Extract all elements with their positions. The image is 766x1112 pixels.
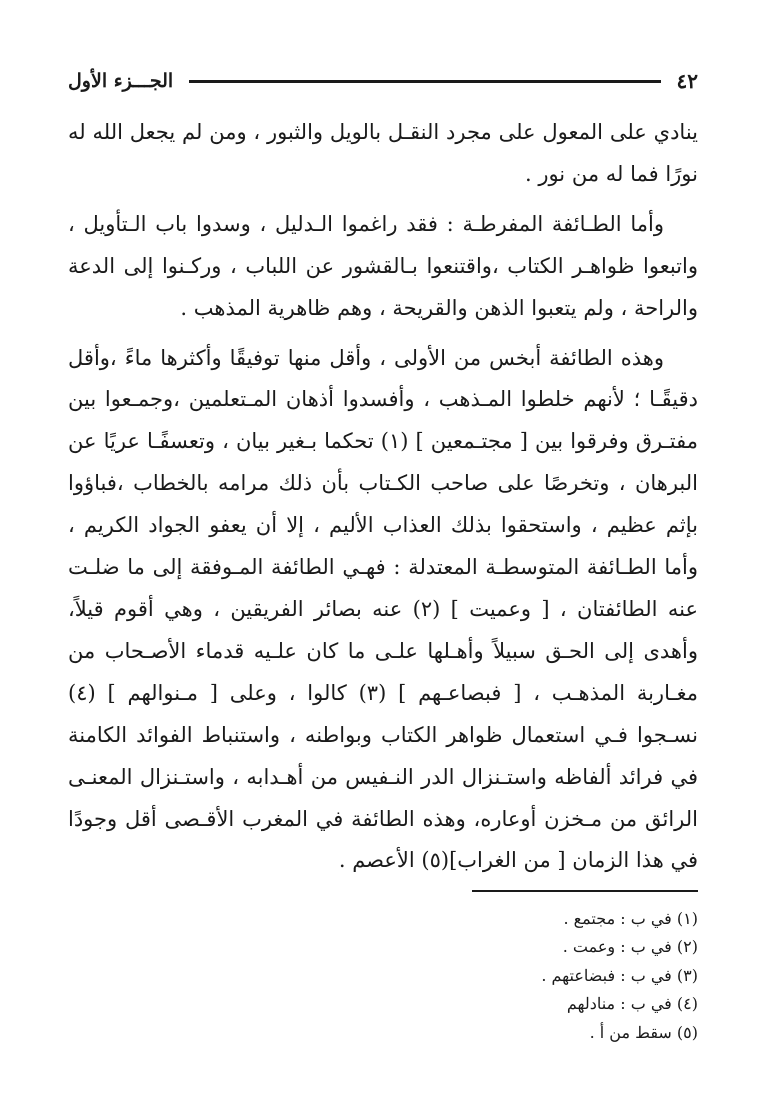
footnote: (٣) في ب : فبضاعتهم . [541, 965, 698, 985]
page-header [68, 64, 698, 98]
paragraph: وهذه الطائفة أبخس من الأولى ، وأقل منها توفيقًا وأكثرها ماءً ،وأقل دقيقًـا ؛ لأنهم خلطوا المـذهب ، وأفسدوا أذهان المـتعلمين ،وجمـعوا بين مفتـرق وفرقوا بين [ مجتـمعين ] (١) تحكما بـغير بيان ، وتعسفًـا عريًا عن البرهان ، وتخرصًا على صاحب الكـتاب بأن ذلك مرامه بالخطاب ،فباؤوا بإثم عظيم ، واستحقوا بذلك العذاب الأليم ، إلا أن يعفو الجواد الكريم ، وأما الطـائفة المتوسطـة المعتدلة : فهـي الطائفة المـوفقة إلى ما ضلـت عنه الطائفتان ، [ وعميت ] (٢) عنه بصائر الفريقين ، وهي أقوم قيلاً، وأهدى إلى الحـق سبيلاً وأهـلها علـى ما كان علـيه قدماء الأصـحاب من مغـاربة المذهـب ، [ فبصاعـهم ] (٣) كالوا ، وعلى [ مـنوالهم ] (٤) نسـجوا فـي استعمال ظواهر الكتاب وبواطنه ، واستنباط الفوائد الكامنة في فرائد ألفاظه واستـنزال الدر النـفيس من أهـدابه ، واستـنزال المعنـى الرائق من مـخزن أوعاره، وهذه الطائفة في المغرب الأقـصى أقل وجودًا في هذا الزمان [ من الغراب](٥) الأعصم . [68, 345, 699, 873]
paragraph: ينادي على المعول على مجرد النقـل بالويل والثبور ، ومن لم يجعل الله له نورًا فما له من نور . [68, 120, 698, 186]
main-text [68, 112, 698, 890]
page-number: ٤٢ [676, 69, 698, 93]
header-rule [189, 80, 660, 83]
footnote: (٤) في ب : منادلهم [566, 994, 698, 1014]
running-title: الجـــزء الأول [68, 70, 174, 92]
footnote: (١) في ب : مجتمع . [563, 909, 698, 928]
footnote-separator [472, 890, 698, 892]
paragraph: وأما الطـائفة المفرطـة : فقد راغموا الـدليل ، وسدوا باب الـتأويل ، واتبعوا ظواهـر الكتاب ،واقتنعوا بـالقشور عن اللباب ، وركـنوا إلى الدعة والراحة ، ولم يتعبوا الذهن والقريحة ، وهم ظاهرية المذهب . [68, 211, 698, 320]
footnotes [398, 905, 698, 1047]
footnote: (٢) في ب : وعمت . [562, 937, 698, 957]
footnote: (٥) سقط من أ . [589, 1022, 698, 1042]
